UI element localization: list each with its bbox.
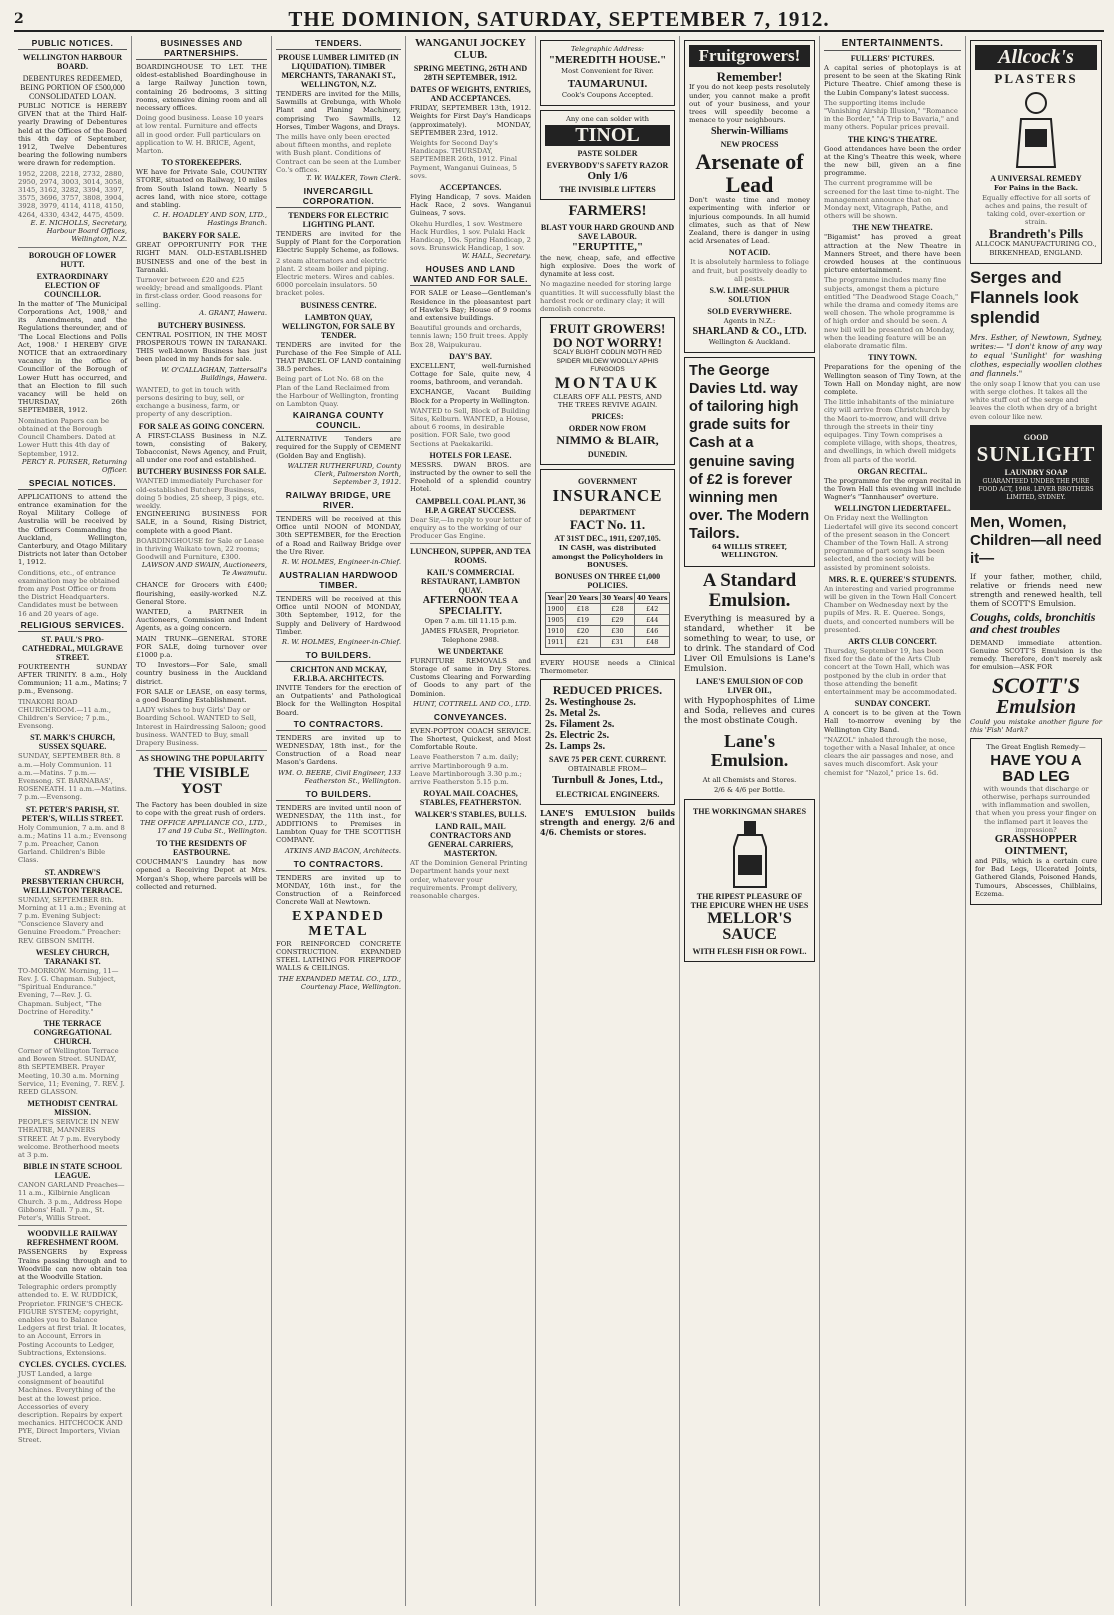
ad-text: Mrs. Esther, of Newtown, Sydney, writes:— "I don't know of any way to equal 'Sunlight' for washing clothes, especially woollen clothes and flannels." [970,332,1102,378]
masthead [14,8,1104,32]
ad-text: 2/6 & 4/6 per Bottle. [713,786,786,795]
church-name: ST. MARK'S CHURCH, SUSSEX SQUARE. [30,733,115,752]
tender-heading: TO CONTRACTORS. [276,719,401,731]
scotts-title: SCOTT'S [991,672,1081,698]
ad-text: Could you mistake another figure for this 'Fish' Mark? [970,717,1102,734]
ad-text: OBTAINABLE FROM— [568,765,647,774]
sharland: SHARLAND & CO., LTD. [692,326,807,338]
article-title: ARTS CLUB CONCERT. [848,636,937,646]
ad-title: PRICES: [591,412,624,422]
article-title: SUNDAY CONCERT. [854,699,931,709]
ad-text: with Hypophosphites of Lime and Soda, relieves and cures the most obstinate Cough. [684,696,815,727]
fact-title: FACT No. 11. [569,516,646,532]
grasshopper-title: GRASSHOPPER OINTMENT, [994,832,1078,857]
emulsion-title: Emulsion [995,695,1077,718]
ad-text: EVERY HOUSE needs a Clinical Thermometer. [540,658,675,676]
ad-text: CENTRAL POSITION, IN THE MOST PROSPEROUS TOWN IN TARANAKI. THIS well-known Business has just been placed in my hands for sale. [136,330,267,364]
tender-text: INVITE Tenders for the erection of an Outpatients' and Pathological Block for the Wellington Hospital Board. [276,683,401,717]
ad-title: GOVERNMENT [577,476,638,486]
tender-signature: WALTER RUTHERFURD, County Clerk, Palmerston North, September 3, 1912. [287,461,401,486]
arsenate-title: Arsenate of Lead [695,149,804,198]
section-heading: TENDERS. [276,38,401,50]
newspaper-title: THE DOMINION, SATURDAY, SEPTEMBER 7, 1912. [288,6,830,31]
lanes-emulsion: Lane's Emulsion. [710,731,789,771]
ad-title: PASTE SOLDER [577,148,638,158]
tender-heading: TO BUILDERS. [276,650,401,662]
montauk-ad [540,317,675,465]
tender-signature: THE EXPANDED METAL CO., LTD., Courtenay Place, Wellington. [278,974,401,991]
ad-title: TO STOREKEEPERS. [161,158,242,168]
plasters-title: PLASTERS [994,71,1078,86]
notice-subtitle: EXTRAORDINARY ELECTION OF COUNCILLOR. [36,271,109,299]
ad-title: BAKERY FOR SALE. [162,231,241,241]
lamp-line: 2s. Westinghouse 2s. [545,696,636,708]
allcock-ad: Allcock's PLASTERS A UNIVERSAL REMEDY For Pains in the Back. Equally effective for all sorts of aches and pains, the result of taking cold, over-exertion or strain. Brandreth's Pills ALLCOCK MANUFACTURING CO., BIRKENHEAD, ENGLAND. [970,40,1102,264]
section-heading: CONVEYANCES. [410,712,531,724]
ad-text: MAIN TRUNK—GENERAL STORE FOR SALE, doing turnover over £1000 p.a. [136,634,267,659]
sunlight-logo: SUNLIGHT [976,441,1096,466]
ad-title: BLAST YOUR HARD GROUND AND SAVE LABOUR. [540,223,675,242]
bonus-table [545,592,670,648]
ad-title: DAY'S BAY. [449,351,492,361]
ad-text: Most Convenient for River. [561,66,654,75]
ad-text: Cook's Coupons Accepted. [561,90,654,99]
sauce-bottle-icon [720,819,780,889]
fruit-growers: FRUIT GROWERS! [549,321,666,337]
ad-title: AT 31ST DEC., 1911, £207,105. [554,534,661,544]
tender-text: TENDERS are invited for the Supply of Plant for the Corporation Electric Supply Scheme, as follows. [276,230,401,255]
ad-text: FOR SALE or LEASE, on easy terms, a good Boarding Establishment. [136,687,267,704]
ad-title: SOLD EVERYWHERE. [707,307,792,317]
table-row: 1900 £18 £28 £42 [546,603,670,614]
tender-title: BUSINESS CENTRE. [300,300,377,310]
tinol-logo: TINOL [545,125,670,146]
ad-title: A UNIVERSAL REMEDY [990,173,1082,183]
ad-text: Any one can solder with [566,114,649,123]
ad-text: the new, cheap, safe, and effective high explosive. Does the work of dynamite at less cost. [540,253,675,279]
club-subtitle: ACCEPTANCES. [439,182,502,192]
club-text: FRIDAY, SEPTEMBER 13th, 1912. Weights for First Day's Handicaps (approximately). MONDAY, SEPTEMBER 23rd, 1912. [410,104,531,137]
section-heading: HOUSES AND LAND WANTED AND FOR SALE. [410,264,531,286]
person-figure-icon [991,89,1081,171]
column-public-notices: PUBLIC NOTICES. WELLINGTON HARBOUR BOARD. DEBENTURES REDEEMED, BEING PORTION OF £500,000 CONSOLIDATED LOAN. PUBLIC NOTICE is HEREBY GIVEN that at the Third Half-yearly Drawing of Debentures held at the Offices of the Board this 4th day of September, 1912, Twelve Debentures bearing the following numbers were drawn for redemption. 1952, 2208, 2218, 2732, 2880, 2950, 2974, 3003, 3014, 3058, 3145, 3162, 3282, 3394, 3397, 3575, 3696, 3757, 3808, 3904, 3928, 3979, 4114, 4118, 4150, 4264, 4330, 4342, 4475, 4509. E. E. NICHOLLS, Secretary, Harbour Board Offices, Wellington, N.Z. BOROUGH OF LOWER HUTT. EXTRAORDINARY ELECTION OF COUNCILLOR. In the matter of 'The Municipal Corporations Act, 1908,' and its Amendments, and the Regulations thereunder, and of 'The Local Elections and Polls Act, 1908.' I HEREBY GIVE NOTICE that an extraordinary vacancy in the office of Councillor of the Borough of Lower Hutt has occurred, and that an Election to fill such vacancy will be held on THURSDAY, 26th SEPTEMBER, 1912. Nomination Papers can be obtained at the Borough Council Chambers. Dated at Lower Hutt this 4th day of September, 1912. PERCY R. PURSER, Returning Officer. SPECIAL NOTICES. APPLICATIONS to attend the entrance examination for the Royal Military College of Australia will be received by the Officers Commanding the Auckland, Wellington, Canterbury, and Otago Military Districts not later than October 1, 1912. Conditions, etc., of entrance examination may be obtained from any Post Office or from the District Headquarters. Candidates must be between 16 and 20 years of age. RELIGIOUS SERVICES. ST. PAUL'S PRO-CATHEDRAL, MULGRAVE STREET. FOURTEENTH SUNDAY AFTER TRINITY. 8 a.m., Holy Communion; 11 a.m., Matins; 7 p.m., Evensong. TINAKORI ROAD CHURCHROOM.—11 a.m., Children's Service; 7 p.m., Evensong. ST. MARK'S CHURCH, SUSSEX SQUARE. SUNDAY, SEPTEMBER 8th. 8 a.m.—Holy Communion. 11 a.m.—Matins. 7 p.m.—Evensong. ST. BARNABAS', ROSENEATH. 11 a.m.—Matins. 7 p.m.—Evensong. ST. PETER'S PARISH, ST. PETER'S, WILLIS STREET. Holy Communion, 7 a.m. and 8 a.m.; Matins 11 a.m.; Evensong 7 p.m. Preacher, Canon Garland. Children's Bible Class. ST. ANDREW'S PRESBYTERIAN CHURCH, WELLINGTON TERRACE. SUNDAY, SEPTEMBER 8th. Morning at 11 a.m.; Evening at 7 p.m. Evening Subject: "Conscience Slavery and Genuine Freedom." Preacher: REV. GIBSON SMITH. WESLEY CHURCH, TARANAKI ST. TO-MORROW. Morning, 11—Rev. J. G. Chapman. Subject, "Spiritual Endurance." Evening, 7—Rev. J. G. Chapman. Subject, "The Doctrine of Heredity." THE TERRACE CONGREGATIONAL CHURCH. Corner of Wellington Terrace and Bowen Street. SUNDAY, 8th SEPTEMBER. Prayer Meeting, 10.30 a.m. Morning Service, 11; Evening, 7. REV. J. REED GLASSON. METHODIST CENTRAL MISSION. PEOPLE'S SERVICE IN NEW THEATRE, MANNERS STREET. At 7 p.m. Everybody welcome. Brotherhood meets at 3 p.m. BIBLE IN STATE SCHOOL LEAGUE. CANON GARLAND Preaches—11 a.m., Kilbirnie Anglican Church. 3 p.m., Address Hope Gibbons' Hall. 7 p.m., St. Peter's, Willis Street. WOODVILLE RAILWAY REFRESHMENT ROOM. PASSENGERS by Express Trains passing through and to Woodville can now obtain tea at the Woodville Station. Telegraphic orders promptly attended to. E. W. RUDDICK, Proprietor. FRINGE'S CHECK-FIGURE SYSTEM; copyright, enables you to Balance Ledgers at first trial. It locates, to an Account, Errors in Posting Accounts to Ledger, Subtractions, Extensions. CYCLES. CYCLES. CYCLES. JUST Landed, a large consignment of beautiful Machines. Everything of the best at the lowest price. Accessories of every description. Repairs by expert mechanics. HITCHCOCK AND PYE, Direct Importers, Vivian Street. [14,36,132,1606]
montauk-title: MONTAUK [554,375,661,393]
turnbull-jones: Turnbull & Jones, Ltd., [552,774,663,787]
table-row: 1905 £19 £29 £44 [546,614,670,625]
tender-signature: R. W. HOLMES, Engineer-in-Chief. [281,557,401,566]
ad-text: and Pills, which is a certain cure for Bad Legs, Ulcerated Joints, Gathered Glands, Poisoned Hands, Tumours, Abscesses, Chilblains, Eczema. [975,857,1097,898]
article-text: Good attendances have been the order at the King's Theatre this week, where the new bill, given an a fine programme. [824,144,961,178]
column-wanganui: WANGANUI JOCKEY CLUB. SPRING MEETING, 26TH AND 28TH SEPTEMBER, 1912. DATES OF WEIGHTS, ENTRIES, AND ACCEPTANCES. FRIDAY, SEPTEMBER 13th, 1912. Weights for First Day's Handicaps (approximately). MONDAY, SEPTEMBER 23rd, 1912. Weights for Second Day's Handicaps. THURSDAY, SEPTEMBER 26th, 1912. Final Payment, Wanganui Guineas, 5 sovs. ACCEPTANCES. Flying Handicap, 7 sovs. Maiden Hack Race, 2 sovs. Wanganui Guineas, 7 sovs. Okehu Hurdles, 1 sov. Westmere Hack Hurdles, 1 sov. Pulaki Hack Handicap, 10s. Spring Handicap, 2 sovs. Brunswick Handicap, 1 sov. W. HALL, Secretary. HOUSES AND LAND WANTED AND FOR SALE. FOR SALE or Lease—Gentleman's Residence in the pleasantest part of Hawke's Bay; House of 9 rooms and extensive buildings. Beautiful grounds and orchards, tennis lawn; 150 fruit trees. Apply Box 28, Waipukurau. DAY'S BAY. EXCELLENT, well-furnished Cottage for Sale, quite new, 4 rooms, bathroom, and verandah. EXCHANGE, Vacant Building Block for a Property in Wellington. WANTED to Sell, Block of Building Sites, Kelburn. WANTED, a House, about 6 rooms, in desirable position. FOR Sale, two good Sections at Paekakariki. HOTELS FOR LEASE. MESSRS. DWAN BROS. are instructed by the owner to sell the Freehold of a splendid country Hotel. CAMPBELL COAL PLANT, 36 H.P. A GREAT SUCCESS. Dear Sir,—In reply to your letter of enquiry as to the working of our Producer Gas Engine. LUNCHEON, SUPPER, AND TEA ROOMS. KAIL'S COMMERCIAL RESTAURANT, LAMBTON QUAY. AFTERNOON TEA A SPECIALITY. Open 7 a.m. till 11.15 p.m. JAMES FRASER, Proprietor. Telephone 2988. WE UNDERTAKE FURNITURE REMOVALS and Storage of same in Dry Stores. Customs Clearing and Forwarding of Goods to any part of the Dominion. HUNT, COTTRELL AND CO., LTD. CONVEYANCES. EVEN-POPTON COACH SERVICE. The Shortest, Quickest, and Most Comfortable Route. Leave Featherston 7 a.m. daily; arrive Martinborough 9 a.m. Leave Martinborough 3.30 p.m.; arrive Featherston 5.15 p.m. ROYAL MAIL COACHES, STABLES, FEATHERSTON. WALKER'S STABLES, BULLS. LAND RAIL, MAIL CONTRACTORS AND GENERAL CARRIERS, MASTERTON. AT the Dominion General Printing Department hands your next order, whatever your requirements. Prompt delivery, reasonable charges. [406,36,536,1606]
ad-text: WE have for Private Sale, COUNTRY STORE, situated on Railway, 10 miles from South Island town. Nearly 5 acres land, with nice store, cottage and stabling. [136,168,267,210]
church-name: WESLEY CHURCH, TARANAKI ST. [35,947,110,966]
tender-signature: R. W. HOLMES, Engineer-in-Chief. [281,637,401,646]
ad-title: HOTELS FOR LEASE. [429,450,512,460]
ad-text: CHANCE for Grocers with £400; flourishing, easily-worked N.Z. General Store. [136,581,267,606]
club-subtitle: SPRING MEETING, 26TH AND 28TH SEPTEMBER, 1912. [413,64,528,83]
ad-text: JAMES FRASER, Proprietor. Telephone 2988. [421,627,520,644]
tender-text: TENDERS will be received at this Office until NOON of MONDAY, 30th SEPTEMBER, for the Erection of a Road and Railway Bridge over the Ure River. [276,514,401,556]
article-text: "Bigamist" has proved a great attraction at the New Theatre in Manners Street, and there have been crowded houses at the continuous picture entertainment. [824,233,961,275]
ad-title: ORDER NOW FROM [568,424,647,434]
club-text: Flying Handicap, 7 sovs. Maiden Hack Race, 2 sovs. Wanganui Guineas, 7 sovs. [410,192,531,218]
insurance-ad [540,469,675,655]
table-row: 1911 £21 £31 £48 [546,636,670,647]
farmers-title: FARMERS! [568,203,647,220]
ad-title: NEW PROCESS [720,140,779,149]
ad-title: AS SHOWING THE POPULARITY [138,754,265,764]
sherwin-williams: Sherwin-Williams [710,125,789,137]
church-text: FOURTEENTH SUNDAY AFTER TRINITY. 8 a.m., Holy Communion; 11 a.m., Matins; 7 p.m., Evensong. [18,662,127,696]
remember-title: Remember! [716,68,783,84]
ad-title: FOR SALE AS GOING CONCERN. [138,421,265,431]
notice-text: In the matter of 'The Municipal Corporations Act, 1908,' and its Amendments, and the Regulations thereunder, and of 'The Local Elections and Polls Act, 1908.' I HEREBY GIVE NOTICE that an extraordinary vacancy in the office of Councillor of the Borough of Lower Hutt has occurred, and that an Election to fill such vacancy will be held on THURSDAY, 26th SEPTEMBER, 1912. [18,299,127,415]
visible-yost-logo: THE VISIBLE YOST [153,765,250,797]
mellors-ad [684,799,815,963]
notice-signature: E. E. NICHOLLS, Secretary, Harbour Board Offices, Wellington, N.Z. [30,218,127,243]
ad-text: TO Investors—For Sale, small country business in the Auckland district. [136,661,267,686]
article-title: ORGAN RECITAL. [857,466,928,476]
club-subtitle: DATES OF WEIGHTS, ENTRIES, AND ACCEPTANCES. [410,85,531,104]
davies-ad [684,357,815,567]
ad-text: GUARANTEED UNDER THE PURE FOOD ACT, 1908. LEVER BROTHERS LIMITED, SYDNEY. [978,477,1094,502]
lamp-line: 2s. Filament 2s. [545,718,615,730]
table-header: Year [546,592,566,603]
ad-text: FURNITURE REMOVALS and Storage of same in Dry Stores. Customs Clearing and Forwarding of Goods to any part of the Dominion. [410,656,531,698]
reduced-prices: REDUCED PRICES. [552,683,663,698]
column-businesses: BUSINESSES AND PARTNERSHIPS. BOARDINGHOUSE TO LET. THE oldest-established Boardinghouse in a large Railway Junction town, containing 26 bedrooms, 3 sitting rooms, extensive dining room and all necessary offices. Doing good business. Lease 10 years at low rental. Furniture and effects all in good order. Full particulars on application to W. H. BRICE, Agent, Marton. TO STOREKEEPERS. WE have for Private Sale, COUNTRY STORE, situated on Railway, 10 miles from South Island town. Nearly 5 acres land, with nice store, cottage and stabling. C. H. HOADLEY AND SON, LTD., Hastings Branch. BAKERY FOR SALE. GREAT OPPORTUNITY FOR THE RIGHT MAN. OLD-ESTABLISHED BUSINESS and one of the best in Taranaki. Turnover between £20 and £25 weekly; bread and smallgoods. Plant in first-class order. Good reasons for selling. A. GRANT, Hawera. BUTCHERY BUSINESS. CENTRAL POSITION, IN THE MOST PROSPEROUS TOWN IN TARANAKI. THIS well-known Business has just been placed in my hands for sale. W. O'CALLAGHAN, Tattersall's Buildings, Hawera. WANTED, to get in touch with persons desiring to buy, sell, or exchange a business, farm, or property of any description. FOR SALE AS GOING CONCERN. A FIRST-CLASS Business in N.Z. town, consisting of Bakery, Tobacconist, News Agency, and Fruit, all under one roof and established. BUTCHERY BUSINESS FOR SALE. WANTED immediately Purchaser for old-established Butchery Business, doing 5 bodies, 25 sheep, 3 pigs, etc. weekly. ENGINEERING BUSINESS FOR SALE, in a Sound, Rising District, complete with a good Plant. BOARDINGHOUSE for Sale or Lease in thriving Waikato town, 22 rooms; Goodwill and Furniture, £300. LAWSON AND SWAIN, Auctioneers, Te Awamutu. CHANCE for Grocers with £400; flourishing, easily-worked N.Z. General Store. WANTED, a PARTNER in Auctioneers, Commission and Indent Agents, as a going concern. MAIN TRUNK—GENERAL STORE FOR SALE, doing turnover over £1000 p.a. TO Investors—For Sale, small country business in the Auckland district. FOR SALE or LEASE, on easy terms, a good Boarding Establishment. LADY wishes to buy Girls' Day or Boarding School. WANTED to Sell, Interest in Hairdressing Saloon; good business. WANTED to Buy, small Drapery Business. AS SHOWING THE POPULARITY THE VISIBLE YOST The Factory has been doubled in size to cope with the great rush of orders. THE OFFICE APPLIANCE CO., LTD., 17 and 19 Cuba St., Wellington. TO THE RESIDENTS OF EASTBOURNE. COUCHMAN'S Laundry has now opened a Receiving Depot at Mrs. Morgan's Shop, where parcels will be collected and returned. [132,36,272,1606]
ad-text: GREAT OPPORTUNITY FOR THE RIGHT MAN. OLD-ESTABLISHED BUSINESS and one of the best in Taranaki. [136,241,267,274]
table-header: 30 Years [602,593,633,602]
column-sherwin [680,36,820,1606]
taumarunui-title: TAUMARUNUI. [567,77,648,90]
serges-headline: Serges and Flannels look splendid [970,267,1079,328]
ad-text: EXCELLENT, well-furnished Cottage for Sale, quite new, 4 rooms, bathroom, and verandah. [410,361,531,387]
ad-text: Wellington & Auckland. [708,337,791,346]
ad-title: LAND RAIL, MAIL CONTRACTORS AND GENERAL CARRIERS, MASTERTON. [428,822,513,859]
ad-title: GOOD [1023,432,1049,442]
section-heading: PUBLIC NOTICES. [18,38,127,50]
ad-text: If your father, mother, child, relative or friends need new strength and renewed health, tell them of SCOTT'S Emulsion. [970,571,1102,608]
ad-text: Open 7 a.m. till 11.15 p.m. [424,617,517,626]
tender-signature: ATKINS AND BACON, Architects. [284,846,401,855]
tender-title: LAMBTON QUAY, WELLINGTON, FOR SALE BY TENDER. [281,312,396,340]
church-name: BIBLE IN STATE SCHOOL LEAGUE. [23,1162,122,1181]
page-number: 2 [14,11,24,27]
do-not-worry: DO NOT WORRY! [553,334,662,350]
men-women-headline: Men, Women, Children—all need it— [970,513,1102,567]
section-heading: RELIGIOUS SERVICES. [18,620,127,632]
ad-text: Everything is measured by a standard, whether it be something to wear, to use, or to drink. The standard of Cod Liver Oil Emulsions is Lane's Emulsion. [684,614,815,675]
nimmo-blair: NIMMO & BLAIR, [556,433,659,448]
tender-text: TENDERS are invited up to MONDAY, 16th inst., for the Construction of a Reinforced Concrete Wall at Newtown. [276,873,401,907]
article-title: WELLINGTON LIEDERTAFEL. [834,504,951,514]
ad-title: ROYAL MAIL COACHES, STABLES, FEATHERSTON. [419,789,522,808]
notice-subtitle: DEBENTURES REDEEMED, BEING PORTION OF £500,000 CONSOLIDATED LOAN. [20,74,125,101]
article-text: Preparations for the opening of the Wellington season of Tiny Town, at the Town Hall on Monday night, are now complete. [824,363,961,396]
tender-signature: WM. O. BEERE, Civil Engineer, 133 Featherston St., Wellington. [278,768,401,785]
tender-heading: TO CONTRACTORS. [276,859,401,871]
ad-text: Agents in N.Z.: [723,317,776,326]
article-text: A concert is to be given at the Town Hall to-morrow evening by the Wellington City Band. [824,709,961,734]
church-name: ST. PAUL'S PRO-CATHEDRAL, MULGRAVE STREET. [21,634,124,662]
tender-heading: INVERCARGILL CORPORATION. [276,186,401,208]
ad-text: LANE'S EMULSION builds strength and energy. 2/6 and 4/6. Chemists or stores. [540,807,675,837]
table-header: 40 Years [636,593,668,602]
ad-text: MESSRS. DWAN BROS. are instructed by the owner to sell the Freehold of a splendid country Hotel. [410,460,531,494]
table-row: 1910 £20 £30 £46 [546,625,670,636]
ad-title: LUNCHEON, SUPPER, AND TEA ROOMS. [410,547,531,566]
lamps-ad [540,679,675,804]
notice-title: WOODVILLE RAILWAY REFRESHMENT ROOM. [26,1229,119,1248]
standard-emulsion: A Standard Emulsion. [702,569,797,611]
notice-signature: PERCY R. PURSER, Returning Officer. [21,457,127,474]
ad-text: BOARDINGHOUSE TO LET. THE oldest-established Boardinghouse in a large Railway Junction town, containing 26 bedrooms, 3 sitting rooms, extensive dining room and all necessary offices. [136,63,267,113]
club-signature: W. HALL, Secretary. [461,252,531,261]
expanded-metal-title: EXPANDED METAL [292,909,385,940]
ad-title: LANE'S EMULSION OF COD LIVER OIL, [695,677,804,696]
article-title: FULLERS' PICTURES. [850,54,935,63]
ad-signature: A. GRANT, Hawera. [199,308,267,317]
meredith-title: "MEREDITH HOUSE." [548,54,667,67]
tender-text: ALTERNATIVE Tenders are required for the Supply of CEMENT (Golden Bay and English). [276,435,401,460]
ad-title: THE INVISIBLE LIFTERS [559,185,656,195]
ad-title: CAMPBELL COAL PLANT, 36 H.P. A GREAT SUCCESS. [415,496,526,515]
afternoon-tea: AFTERNOON TEA A SPECIALITY. [422,595,519,617]
section-heading: ENTERTAINMENTS. [824,38,961,51]
ad-signature: W. O'CALLAGHAN, Tattersall's Buildings, Hawera. [161,365,267,382]
ad-text: Telegraphic Address: [571,45,644,53]
ad-text: The Factory has been doubled in size to cope with the great rush of orders. [136,800,267,817]
eruptite-title: "ERUPTITE," [571,241,644,254]
brandreth-title: Brandreth's Pills [988,225,1084,241]
tender-heading: RAILWAY BRIDGE, URE RIVER. [276,490,401,512]
ad-text: At all Chemists and Stores. [702,776,797,785]
article-title: TINY TOWN. [868,353,917,363]
column-allcock: Allcock's PLASTERS A UNIVERSAL REMEDY For Pains in the Back. Equally effective for all sorts of aches and pains, the result of taking cold, over-exertion or strain. Brandreth's Pills ALLCOCK MANUFACTURING CO., BIRKENHEAD, ENGLAND. Serges and Flannels look splendid Mrs. Esther, of Newtown, Sydney, writes:— "I don't know of any way to equal 'Sunlight' for washing clothes, especially woollen clothes and flannels." the only soap I know that you can use with serge clothes. It takes all the white stuff out of the serge and leaves the cloth when dry of a bright even colour like new. GOOD SUNLIGHT LAUNDRY SOAP GUARANTEED UNDER THE PURE FOOD ACT, 1908. LEVER BROTHERS LIMITED, SYDNEY. Men, Women, Children—all need it— If your father, mother, child, relative or friends need new strength and renewed health, tell them of SCOTT'S Emulsion. Coughs, colds, bronchitis and chest troubles DEMAND immediate attention. Genuine SCOTT'S Emulsion is the remedy. Therefore, don't merely ask for emulsion—ASK FOR SCOTT'S Emulsion Could you mistake another figure for this 'Fish' Mark? The Great English Remedy— HAVE YOU A BAD LEG with wounds that discharge or otherwise, perhaps surrounded with inflammation and swollen, that when you press your finger on the inflamed part it leaves the impression? GRASSHOPPER OINTMENT, and Pills, which is a certain cure for Bad Legs, Ulcerated Joints, Gathered Glands, Poisoned Hands, Tumours, Abscesses, Chilblains, Eczema. [966,36,1106,1606]
ad-text: A FIRST-CLASS Business in N.Z. town, consisting of Bakery, Tobacconist, News Agency, and Fruit, all under one roof and established. [136,431,267,465]
notice-text: PASSENGERS by Express Trains passing through and to Woodville can now obtain tea at the Woodville Station. [18,1248,127,1281]
lamp-line: 2s. Electric 2s. [545,730,610,741]
pests-list: SCALY BLIGHT CODLIN MOTH RED SPIDER MILDEW WOOLLY APHIS FUNGOIDS [553,349,662,373]
ad-text: EVEN-POPTON COACH SERVICE. The Shortest, Quickest, and Most Comfortable Route. [410,726,531,752]
column-tenders: TENDERS. PROUSE LUMBER LIMITED (IN LIQUIDATION). TIMBER MERCHANTS, TARANAKI ST., WELLINGTON, N.Z. TENDERS are invited for the Mills, Sawmills at Grebunga, with Whole Plant and Planing Machinery, comprising Two Sawmills, 12 Horses, Timber Wagons, and Drays. The mills have only been erected about fifteen months, and replete with Bush plant. Conditions of Contract can be seen at the Lumber Co.'s offices. T. W. WALKER, Town Clerk. INVERCARGILL CORPORATION. TENDERS FOR ELECTRIC LIGHTING PLANT. TENDERS are invited for the Supply of Plant for the Corporation Electric Supply Scheme, as follows. 2 steam alternators and electric plant. 2 steam boiler and piping. Electric meters. Wires and cables. 6000 porcelain insulators. 50 bracket poles. BUSINESS CENTRE. LAMBTON QUAY, WELLINGTON, FOR SALE BY TENDER. TENDERS are invited for the Purchase of the Fee Simple of ALL THAT PARCEL OF LAND containing 38.5 perches. Being part of Lot No. 68 on the Plan of the Land Reclaimed from the Harbour of Wellington, fronting on Lambton Quay. KAIRANGA COUNTY COUNCIL. ALTERNATIVE Tenders are required for the Supply of CEMENT (Golden Bay and English). WALTER RUTHERFURD, County Clerk, Palmerston North, September 3, 1912. RAILWAY BRIDGE, URE RIVER. TENDERS will be received at this Office until NOON of MONDAY, 30th SEPTEMBER, for the Erection of a Road and Railway Bridge over the Ure River. R. W. HOLMES, Engineer-in-Chief. AUSTRALIAN HARDWOOD TIMBER. TENDERS will be received at this Office until NOON of MONDAY, 30th September, 1912, for the Supply and Delivery of Hardwood Timber. R. W. HOLMES, Engineer-in-Chief. TO BUILDERS. CRICHTON AND MCKAY, F.R.I.B.A. ARCHITECTS. INVITE Tenders for the erection of an Outpatients' and Pathological Block for the Wellington Hospital Board. TO CONTRACTORS. TENDERS are invited up to WEDNESDAY, 18th inst., for the Construction of a Road near Mason's Gardens. WM. O. BEERE, Civil Engineer, 133 Featherston St., Wellington. TO BUILDERS. TENDERS are invited until noon of WEDNESDAY, the 11th inst., for ADDITIONS to Premises in Lambton Quay for THE SCOTTISH COMPANY. ATKINS AND BACON, Architects. TO CONTRACTORS. TENDERS are invited up to MONDAY, 16th inst., for the Construction of a Reinforced Concrete Wall at Newtown. EXPANDED METAL FOR REINFORCED CONCRETE CONSTRUCTION. EXPANDED STEEL LATHING FOR FIREPROOF WALLS & CEILINGS. THE EXPANDED METAL CO., LTD., Courtenay Place, Wellington. [272,36,406,1606]
ad-title: BUTCHERY BUSINESS. [157,320,246,330]
church-name: THE TERRACE CONGREGATIONAL CHURCH. [33,1019,112,1047]
ad-title: DUNEDIN. [587,449,628,459]
ad-signature: THE OFFICE APPLIANCE CO., LTD., 17 and 19 Cuba St., Wellington. [140,819,267,836]
ad-text: ALLCOCK MANUFACTURING CO., BIRKENHEAD, ENGLAND. [975,240,1097,257]
arsenate-ad: Fruitgrowers! Remember! If you do not keep pests resolutely under, you cannot make a profit out of your business, and your trees will speedily become a menace to your neighbours. Sherwin-Williams NEW PROCESS Arsenate of Lead Don't waste time and money experimenting with inferior or injurious compounds. In all humid climates, such as that of New Zealand, there is danger in using acid Arsenates of Lead. NOT ACID. It is absolutely harmless to foliage and fruit, but positively deadly to all pests. S.W. LIME-SULPHUR SOLUTION SOLD EVERYWHERE. Agents in N.Z.: SHARLAND & CO., LTD. Wellington & Auckland. [684,40,815,353]
ad-title: BONUSES ON THREE £1,000 POLICIES. [554,571,661,590]
grasshopper-ad: The Great English Remedy— HAVE YOU A BAD LEG with wounds that discharge or otherwise, perhaps surrounded with inflammation and swollen, that when you press your finger on the inflamed part it leaves the impression? GRASSHOPPER OINTMENT, and Pills, which is a certain cure for Bad Legs, Ulcerated Joints, Gathered Glands, Poisoned Hands, Tumours, Abscesses, Chilblains, Eczema. [970,738,1102,905]
article-title: MRS. R. E. QUEREE'S STUDENTS. [828,574,957,584]
lamp-line: 2s. Metal 2s. [545,707,601,719]
tender-heading: TO BUILDERS. [276,789,401,801]
ad-title: TO THE RESIDENTS OF EASTBOURNE. [156,839,247,858]
ad-title: NOT ACID. [728,248,771,258]
ad-text: The Great English Remedy— [986,743,1086,752]
column-adverts: Telegraphic Address: "MEREDITH HOUSE." Most Convenient for River. TAUMARUNUI. Cook's Coupons Accepted. Any one can solder with TINOL PASTE SOLDER EVERYBODY'S SAFETY RAZOR Only 1/6 THE INVISIBLE LIFTERS FARMERS! BLAST YOUR HARD GROUND AND SAVE LABOUR. "ERUPTITE," the new, cheap, safe, and effective high explosive. Does the work of dynamite at less cost. No magazine needed for storing large quantities. It will successfully blast the hardest rock or ordinary clay; it will demolish concrete. FRUIT GROWERS! DO NOT WORRY! SCALY BLIGHT CODLIN MOTH RED SPIDER MILDEW WOOLLY APHIS FUNGOIDS MONTAUK CLEARS OFF ALL PESTS, AND THE TREES REVIVE AGAIN. PRICES: ORDER NOW FROM NIMMO & BLAIR, DUNEDIN. GOVERNMENT INSURANCE DEPARTMENT FACT No. 11. AT 31ST DEC., 1911, £207,105. IN CASH, was distributed amongst the Policyholders in BONUSES. BONUSES ON THREE £1,000 POLICIES. Year 20 Years 30 Years 40 Years 1900 £18 £28 £42 1905 £19 £29 £44 1910 £20 £30 £46 1911 £21 £31 £48 EVERY HOUSE needs a Clinical Thermometer. REDUCED PRICES. 2s. Westinghouse 2s. 2s. Metal 2s. 2s. Filament 2s. 2s. Electric 2s. 2s. Lamps 2s. SAVE 75 PER CENT. CURRENT. OBTAINABLE FROM— Turnbull & Jones, Ltd., ELECTRICAL ENGINEERS. LANE'S EMULSION builds strength and energy. 2/6 and 4/6. Chemists or stores. [536,36,680,1606]
article-text: A capital series of photoplays is at present to be seen at the Skating Rink Picture Theatre. Chief among these is the Lubin Company's latest success. [824,64,961,97]
ad-text: Don't waste time and money experimenting with inferior or injurious compounds. In all humid climates, such as that of New Zealand, there is danger in using acid Arsenates of Lead. [689,196,810,246]
table-header: 20 Years [567,593,599,602]
notice-title: BOROUGH OF LOWER HUTT. [28,250,117,269]
fruitgrowers-title: Fruitgrowers! [689,45,810,67]
ad-title: WITH FLESH FISH OR FOWL. [692,947,807,957]
notice-title: CYCLES. CYCLES. CYCLES. [18,1359,127,1369]
tender-text: TENDERS will be received at this Office until NOON of MONDAY, 30th September, 1912, for the Supply and Delivery of Hardwood Timber. [276,594,401,636]
ad-title: SAVE 75 PER CENT. CURRENT. [549,755,666,765]
lamp-line: 2s. Lamps 2s. [545,741,606,753]
tender-text: TENDERS are invited for the Purchase of the Fee Simple of ALL THAT PARCEL OF LAND containing 38.5 perches. [276,340,401,374]
ad-text: DEMAND immediate attention. Genuine SCOTT'S Emulsion is the remedy. Therefore, don't merely ask for emulsion—ASK FOR [970,638,1102,672]
tender-title: CRICHTON AND MCKAY, F.R.I.B.A. ARCHITECTS. [290,664,387,683]
ad-title: LAUNDRY SOAP [1004,467,1068,477]
club-title: WANGANUI JOCKEY CLUB. [415,37,526,61]
tinol-ad [540,110,675,201]
ad-text: If you do not keep pests resolutely under, you cannot make a profit out of your business, and your trees will speedily become a menace to your neighbours. [689,83,810,125]
article-title: THE NEW THEATRE. [852,223,933,233]
article-text: The programme for the organ recital in the Town Hall this evening will include Wagner's "Tannhauser" overture. [824,476,961,502]
column-entertainments: ENTERTAINMENTS. FULLERS' PICTURES. A capital series of photoplays is at present to be seen at the Skating Rink Picture Theatre. Chief among these is the Lubin Company's latest success. The supporting items include "Vanishing Airship Illusion," "Romance in the Border," "A Trip to Bavaria," and many others. Popular prices prevail. THE KING'S THEATRE. Good attendances have been the order at the King's Theatre this week, where the new bill, given an a fine programme. The current programme will be screened for the last time to-night. The management announce that on Monday next, Vitagraph, Pathe, and others will be shown. THE NEW THEATRE. "Bigamist" has proved a great attraction at the New Theatre in Manners Street, and there have been crowded houses at the continuous picture entertainment. The programme includes many fine subjects, amongst them a picture entitled "The Deadwood Stage Coach," while the drama and comedy items are well chosen. The whole programme is of high order and should be seen. A new bill will be presented on Monday, when the leading feature will be an elaborate dramatic film. TINY TOWN. Preparations for the opening of the Wellington season of Tiny Town, at the Town Hall on Monday night, are now complete. The little inhabitants of the miniature city will arrive from Christchurch by the Maori to-morrow, and will drive through the streets in their tiny equipages. Tiny Town comprises a complete village, with shops, theatres, and dwellings, in which dwell midgets from all parts of the world. ORGAN RECITAL. The programme for the organ recital in the Town Hall this evening will include Wagner's "Tannhauser" overture. WELLINGTON LIEDERTAFEL. On Friday next the Wellington Liedertafel will give its second concert of the present season in the Concert Chamber of the Town Hall. A strong programme of part songs has been selected, and the society will be assisted by prominent soloists. MRS. R. E. QUEREE'S STUDENTS. An interesting and varied programme will be given in the Town Hall Concert Chamber on Wednesday next by the pupils of Mrs. R. E. Queree. Songs, duets, and concerted numbers will be presented. ARTS CLUB CONCERT. Thursday, September 19, has been fixed for the date of the Arts Club concert at the Town Hall, which was postponed by the club in order that those attending the benefit entertainment may be accommodated. SUNDAY CONCERT. A concert is to be given at the Town Hall to-morrow evening by the Wellington City Band. "NAZOL" inhaled through the nose, together with a Nasal Inhaler, at once clears the air passages and nose, and saves much discomfort. Ask your chemist for "Nazol," price 1s. 6d. [820,36,966,1606]
church-name: ST. ANDREW'S PRESBYTERIAN CHURCH, WELLINGTON TERRACE. [21,867,124,895]
ad-text: For Pains in the Back. [993,183,1078,192]
tender-heading: KAIRANGA COUNTY COUNCIL. [276,410,401,432]
ad-text: 64 WILLIS STREET, WELLINGTON. [711,543,788,560]
meredith-ad [540,40,675,106]
ad-text: FOR SALE or Lease—Gentleman's Residence in the pleasantest part of Hawke's Bay; House of 9 rooms and extensive buildings. [410,289,531,322]
ad-text: WANTED, a PARTNER in Auctioneers, Commission and Indent Agents, as a going concern. [136,607,267,633]
ad-title: WE UNDERTAKE [437,646,504,656]
church-name: METHODIST CENTRAL MISSION. [27,1099,118,1118]
razor-price: Only 1/6 [587,169,628,182]
tender-title: TENDERS FOR ELECTRIC LIGHTING PLANT. [288,211,389,230]
section-heading: SPECIAL NOTICES. [18,478,127,490]
ad-title: KAIL'S COMMERCIAL RESTAURANT, LAMBTON QUAY. [420,568,521,596]
allcock-logo: Allcock's [975,45,1097,70]
ad-text: EXCHANGE, Vacant Building Block for a Property in Wellington. [410,388,531,405]
bad-leg-headline: HAVE YOU A BAD LEG [990,752,1082,785]
tender-signature: T. W. WALKER, Town Clerk. [306,174,401,183]
ad-signature: HUNT, COTTRELL AND CO., LTD. [413,699,531,708]
tender-title: PROUSE LUMBER LIMITED (IN LIQUIDATION). TIMBER MERCHANTS, TARANAKI ST., WELLINGTON, N.Z. [278,53,399,89]
tender-text: TENDERS are invited until noon of WEDNESDAY, the 11th inst., for ADDITIONS to Premises in Lambton Quay for THE SCOTTISH COMPANY. [276,803,401,845]
ad-title: THE RIPEST PLEASURE OF THE EPICURE WHEN HE USES [690,891,809,910]
ad-text: COUCHMAN'S Laundry has now opened a Receiving Depot at Mrs. Morgan's Shop, where parcels will be collected and returned. [136,858,267,891]
ad-title: S.W. LIME-SULPHUR SOLUTION [709,286,790,305]
filler-text: 1952, 2208, 2218, 2732, 2880, 2950, 2974, 3003, 3014, 3058, 3145, 3162, 3282, 3394, 3397, 3575, 3696, 3757, 3808, 3904, 3928, 3979, 4114, 4118, 4150, 4264, 4330, 4342, 4475, 4509. [18,169,124,219]
tender-heading: AUSTRALIAN HARDWOOD TIMBER. [276,570,401,592]
ad-signature: C. H. HOADLEY AND SON, LTD., Hastings Branch. [152,211,267,228]
ad-title: DEPARTMENT [579,507,636,517]
notice-text: PUBLIC NOTICE is HEREBY GIVEN that at the Third Half-yearly Drawing of Debentures held at the Offices of the Board this 4th day of September, 1912, Twelve Debentures bearing the following numbers were drawn for redemption. [18,102,127,168]
article-title: THE KING'S THEATRE. [847,134,938,144]
davies-headline: The George Davies Ltd. way of tailoring high grade suits for Cash at a genuine saving of £2 is forever winning men over. The Modern Tailors. [689,362,810,543]
ad-title: ELECTRICAL ENGINEERS. [555,789,660,799]
mellors-title: MELLOR'S SAUCE [707,909,792,944]
notice-text: APPLICATIONS to attend the entrance examination for the Royal Military College of Australia will be received by the Officers Commanding the Auckland, Wellington, Canterbury, and Otago Military Districts not later than October 1, 1912. [18,492,127,567]
tender-text: TENDERS are invited for the Mills, Sawmills at Grebunga, with Whole Plant and Planing Machinery, comprising Two Sawmills, 12 Horses, Timber Wagons, and Drays. [276,90,401,131]
coughs-headline: Coughs, colds, bronchitis and chest troubles [970,609,1096,637]
ad-text: CLEARS OFF ALL PESTS, AND THE TREES REVIVE AGAIN. [553,392,662,410]
ad-title: THE WORKINGMAN SHARES [692,806,807,816]
notice-title: WELLINGTON HARBOUR BOARD. [22,53,123,71]
section-heading: BUSINESSES AND PARTNERSHIPS. [136,38,267,60]
sunlight-ad [970,425,1102,510]
insurance-title: INSURANCE [552,485,663,505]
ad-signature: LAWSON AND SWAIN, Auctioneers, Te Awamutu. [141,561,267,578]
tender-text: FOR REINFORCED CONCRETE CONSTRUCTION. EXPANDED STEEL LATHING FOR FIREPROOF WALLS & CEILINGS. [276,939,401,973]
ad-text: ENGINEERING BUSINESS FOR SALE, in a Sound, Rising District, complete with a good Plant. [136,510,267,535]
tender-text: TENDERS are invited up to WEDNESDAY, 18th inst., for the Construction of a Road near Mason's Gardens. [276,733,401,767]
ad-title: EVERYBODY'S SAFETY RAZOR [546,160,669,170]
ad-title: WALKER'S STABLES, BULLS. [414,810,527,820]
church-name: ST. PETER'S PARISH, ST. PETER'S, WILLIS STREET. [21,804,124,823]
ad-text: IN CASH, was distributed amongst the Policyholders in BONUSES. [551,544,664,569]
ad-title: BUTCHERY BUSINESS FOR SALE. [136,467,267,477]
